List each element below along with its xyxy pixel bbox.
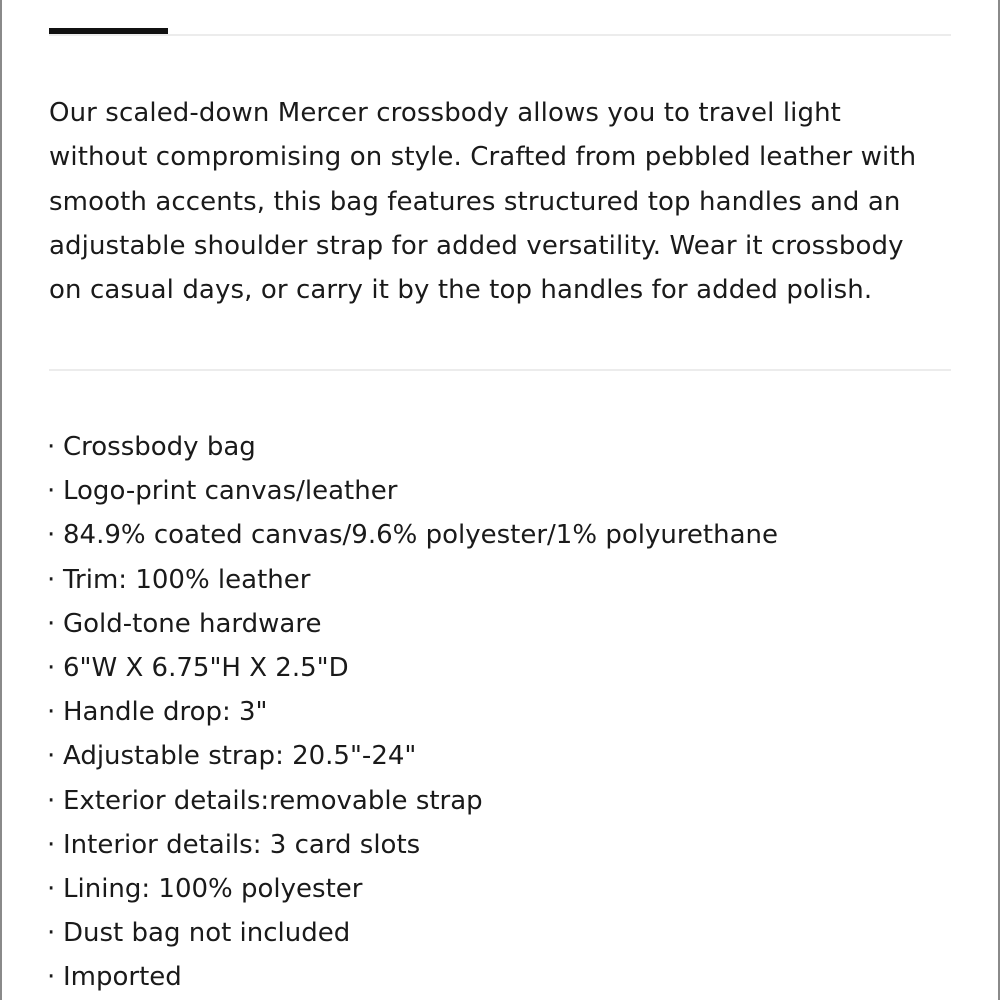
list-item: [47, 425, 778, 469]
detail-text: Adjustable strap: 20.5"-24": [63, 741, 417, 772]
list-item: [47, 779, 778, 823]
list-item: [47, 734, 778, 778]
tab-track: [49, 34, 951, 36]
detail-text: 84.9% coated canvas/9.6% polyester/1% polyurethane: [63, 520, 779, 551]
list-item: [47, 646, 778, 690]
list-item: [47, 955, 778, 999]
bullet: ·: [47, 741, 56, 772]
list-item: [47, 690, 778, 734]
detail-text: Crossbody bag: [63, 432, 256, 462]
detail-text: Handle drop: 3": [63, 697, 268, 728]
bullet: ·: [47, 608, 56, 639]
detail-text: Dust bag not included: [63, 918, 351, 949]
bullet: ·: [47, 697, 56, 728]
list-item: [47, 911, 778, 955]
detail-text: Interior details: 3 card slots: [63, 829, 421, 860]
detail-text: Gold-tone hardware: [63, 608, 322, 639]
bullet: ·: [47, 520, 56, 551]
list-item: [47, 823, 778, 867]
bullet: ·: [47, 476, 56, 507]
list-item: [47, 558, 778, 602]
list-item: [47, 469, 778, 513]
detail-text: Trim: 100% leather: [63, 564, 311, 595]
active-tab-indicator[interactable]: [49, 28, 168, 34]
detail-text: Logo-print canvas/leather: [63, 476, 398, 507]
product-description: Our scaled-down Mercer crossbody allows you to travel light without compromising on style. Crafted from pebbled leather with smooth accents, this bag features structured top handles and an adjustable shoulder strap for added versatility. Wear it crossbody on casual days, or carry it by the top handles for added polish.: [49, 98, 917, 306]
detail-text: 6"W X 6.75"H X 2.5"D: [63, 653, 349, 684]
list-item: [47, 867, 778, 911]
bullet: ·: [47, 962, 56, 993]
bullet: ·: [47, 785, 56, 816]
bullet: ·: [47, 829, 56, 860]
section-divider: [49, 369, 951, 371]
bullet: ·: [47, 874, 56, 905]
bullet: ·: [47, 564, 56, 595]
detail-text: Imported: [63, 962, 182, 993]
list-item: [47, 602, 778, 646]
product-details-list: [47, 425, 778, 1000]
bullet: ·: [47, 918, 56, 949]
bullet: ·: [47, 653, 56, 684]
detail-text: Lining: 100% polyester: [63, 874, 363, 905]
list-item: [47, 513, 778, 557]
bullet: ·: [47, 432, 56, 462]
detail-text: Exterior details:removable strap: [63, 785, 483, 816]
